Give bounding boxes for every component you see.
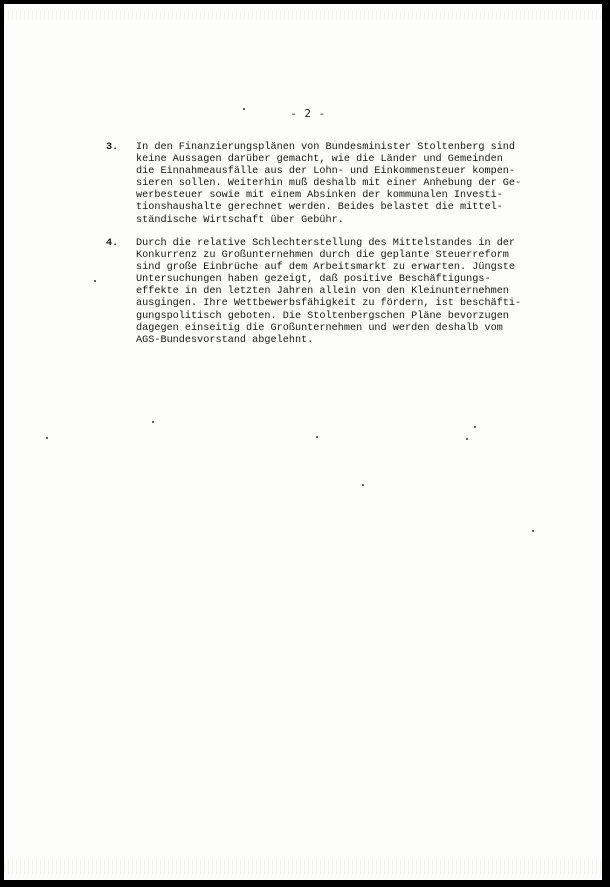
- text-line: Durch die relative Schlechterstellung des Mittelstandes in der: [136, 238, 516, 249]
- scan-speck: [94, 280, 96, 282]
- text-line: effekte in den letzten Jahren allein von den Kleinunternehmen: [136, 286, 509, 298]
- scan-speck: [362, 484, 364, 486]
- text-line: sind große Einbrüche auf dem Arbeitsmarkt zu erwarten. Jüngste: [136, 262, 516, 274]
- text-line: Untersuchungen haben gezeigt, daß positive Beschäftigungs-: [136, 274, 491, 286]
- text-line: ständische Wirtschaft über Gebühr.: [136, 214, 344, 226]
- item-number: 4.: [106, 238, 119, 249]
- text-line: tionshaushalte gerechnet werden. Beides belastet die mittel-: [136, 202, 503, 214]
- item-text: [136, 142, 526, 227]
- item-number: 3.: [106, 142, 119, 153]
- page-number: - 2 -: [290, 107, 326, 120]
- scan-noise-top: [4, 10, 602, 20]
- scan-speck: [46, 437, 48, 439]
- text-line: ausgingen. Ihre Wettbewerbsfähigkeit zu fördern, ist beschäfti-: [136, 298, 522, 310]
- scan-speck: [152, 421, 154, 423]
- text-line: keine Aussagen darüber gemacht, wie die Länder und Gemeinden: [136, 154, 503, 166]
- text-line: sieren sollen. Weiterhin muß deshalb mit einer Anhebung der Ge-: [136, 178, 522, 190]
- text-line: dagegen einseitig die Großunternehmen und werden deshalb vom: [136, 322, 503, 334]
- text-line: In den Finanzierungsplänen von Bundesminister Stoltenberg sind: [136, 142, 516, 153]
- scan-speck: [466, 438, 468, 440]
- text-line: die Einnahmeausfälle aus der Lohn- und Einkommensteuer kompen-: [136, 166, 516, 178]
- text-line: AGS-Bundesvorstand abgelehnt.: [136, 334, 314, 346]
- text-line: gungspolitisch geboten. Die Stoltenbergschen Pläne bevorzugen: [136, 310, 509, 322]
- document-page: [4, 4, 602, 880]
- scan-speck: [532, 530, 534, 532]
- scan-noise-bottom: [4, 860, 602, 874]
- scan-speck: [243, 108, 245, 110]
- scan-speck: [316, 436, 318, 438]
- item-text: [136, 238, 526, 347]
- text-line: Konkurrenz zu Großunternehmen durch die geplante Steuerreform: [136, 250, 509, 262]
- text-line: werbesteuer sowie mit einem Absinken der kommunalen Investi-: [136, 190, 503, 202]
- scan-speck: [474, 426, 476, 428]
